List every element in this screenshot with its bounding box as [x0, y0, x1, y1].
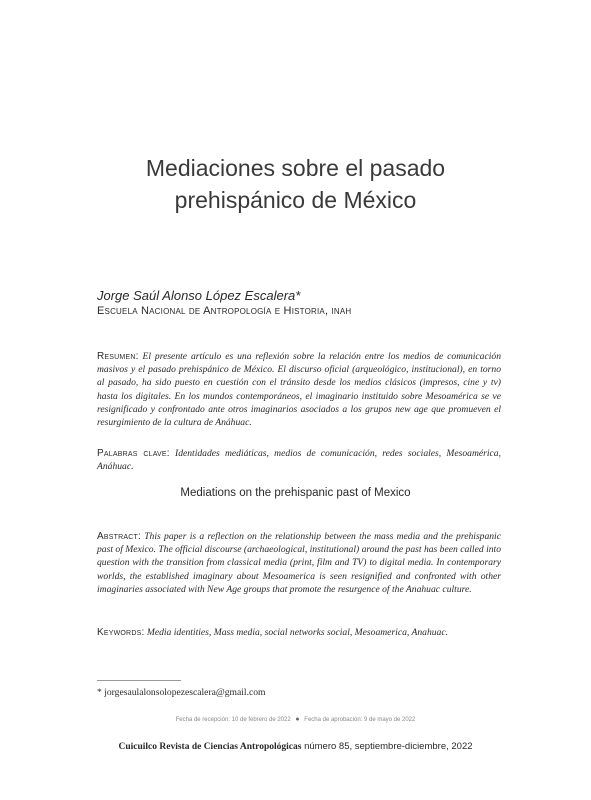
- keywords-text: Media identities, Mass media, social networks social, Mesoamerica, Anahuac.: [146, 627, 449, 638]
- title-line-2: prehispánico de México: [174, 187, 417, 213]
- article-title: [0, 152, 591, 216]
- journal-name: Cuicuilco Revista de Ciencias Antropológicas: [118, 742, 302, 752]
- journal-citation: [0, 741, 591, 752]
- keywords-paragraph: [97, 626, 501, 639]
- resumen-label: Resumen:: [97, 351, 139, 362]
- received-date: Fecha de recepción: 10 de febrero de 2022: [175, 717, 291, 723]
- resumen-text: El presente artículo es una reflexión sobre la relación entre los medios de comunicación masivos y el pasado prehispánico de México. El discurso oficial (arqueológico, institucional), en torno al pasado, ha sido puesto en cuestión con el tránsito desde los medios clásicos (impresos, cine y tv) hasta los digitales. En los mundos contemporáneos, el imaginario instituido sobre Mesoamérica se ve resignificado y confrontado ante otros imaginarios asociados a los grupos new age que promueven el resurgimiento de la cultura de Anáhuac.: [97, 351, 501, 429]
- abstract-paragraph: [97, 530, 501, 596]
- footnote-divider: [97, 680, 181, 681]
- separator-dot-icon: ●: [295, 716, 300, 723]
- author-email-footnote: * jorgesaulalonsolopezescalera@gmail.com: [97, 687, 266, 698]
- title-line-1: Mediaciones sobre el pasado: [145, 155, 446, 181]
- palabras-clave-text: Identidades mediáticas, medios de comunicación, redes sociales, Mesoamérica, Anáhuac.: [97, 448, 501, 473]
- keywords-label: Keywords:: [97, 627, 145, 638]
- approved-date: Fecha de aprobación: 9 de mayo de 2022: [304, 717, 416, 723]
- english-title: Mediations on the prehispanic past of Mexico: [180, 487, 411, 499]
- palabras-clave-label: Palabras clave:: [97, 448, 170, 459]
- resumen-paragraph: [97, 350, 501, 429]
- journal-issue: número 85, septiembre-diciembre, 2022: [304, 741, 473, 752]
- abstract-text: This paper is a reflection on the relationship between the mass media and the prehispanic past of Mexico. The official discourse (archaeological, institutional) around the past has been called into question with the transition from classical media (print, film and TV) to digital media. In contemporary worlds, the established imaginary about Mesoamerica is seen resignified and confronted with other imaginaries associated with New Age groups that promote the resurgence of the Anahuac culture.: [97, 531, 501, 595]
- palabras-clave-paragraph: [97, 447, 501, 473]
- author-name: Jorge Saúl Alonso López Escalera*: [97, 288, 301, 303]
- submission-dates: [0, 716, 591, 723]
- abstract-label: Abstract:: [97, 531, 141, 542]
- author-affiliation: Escuela Nacional de Antropología e Historia, inah: [97, 305, 352, 317]
